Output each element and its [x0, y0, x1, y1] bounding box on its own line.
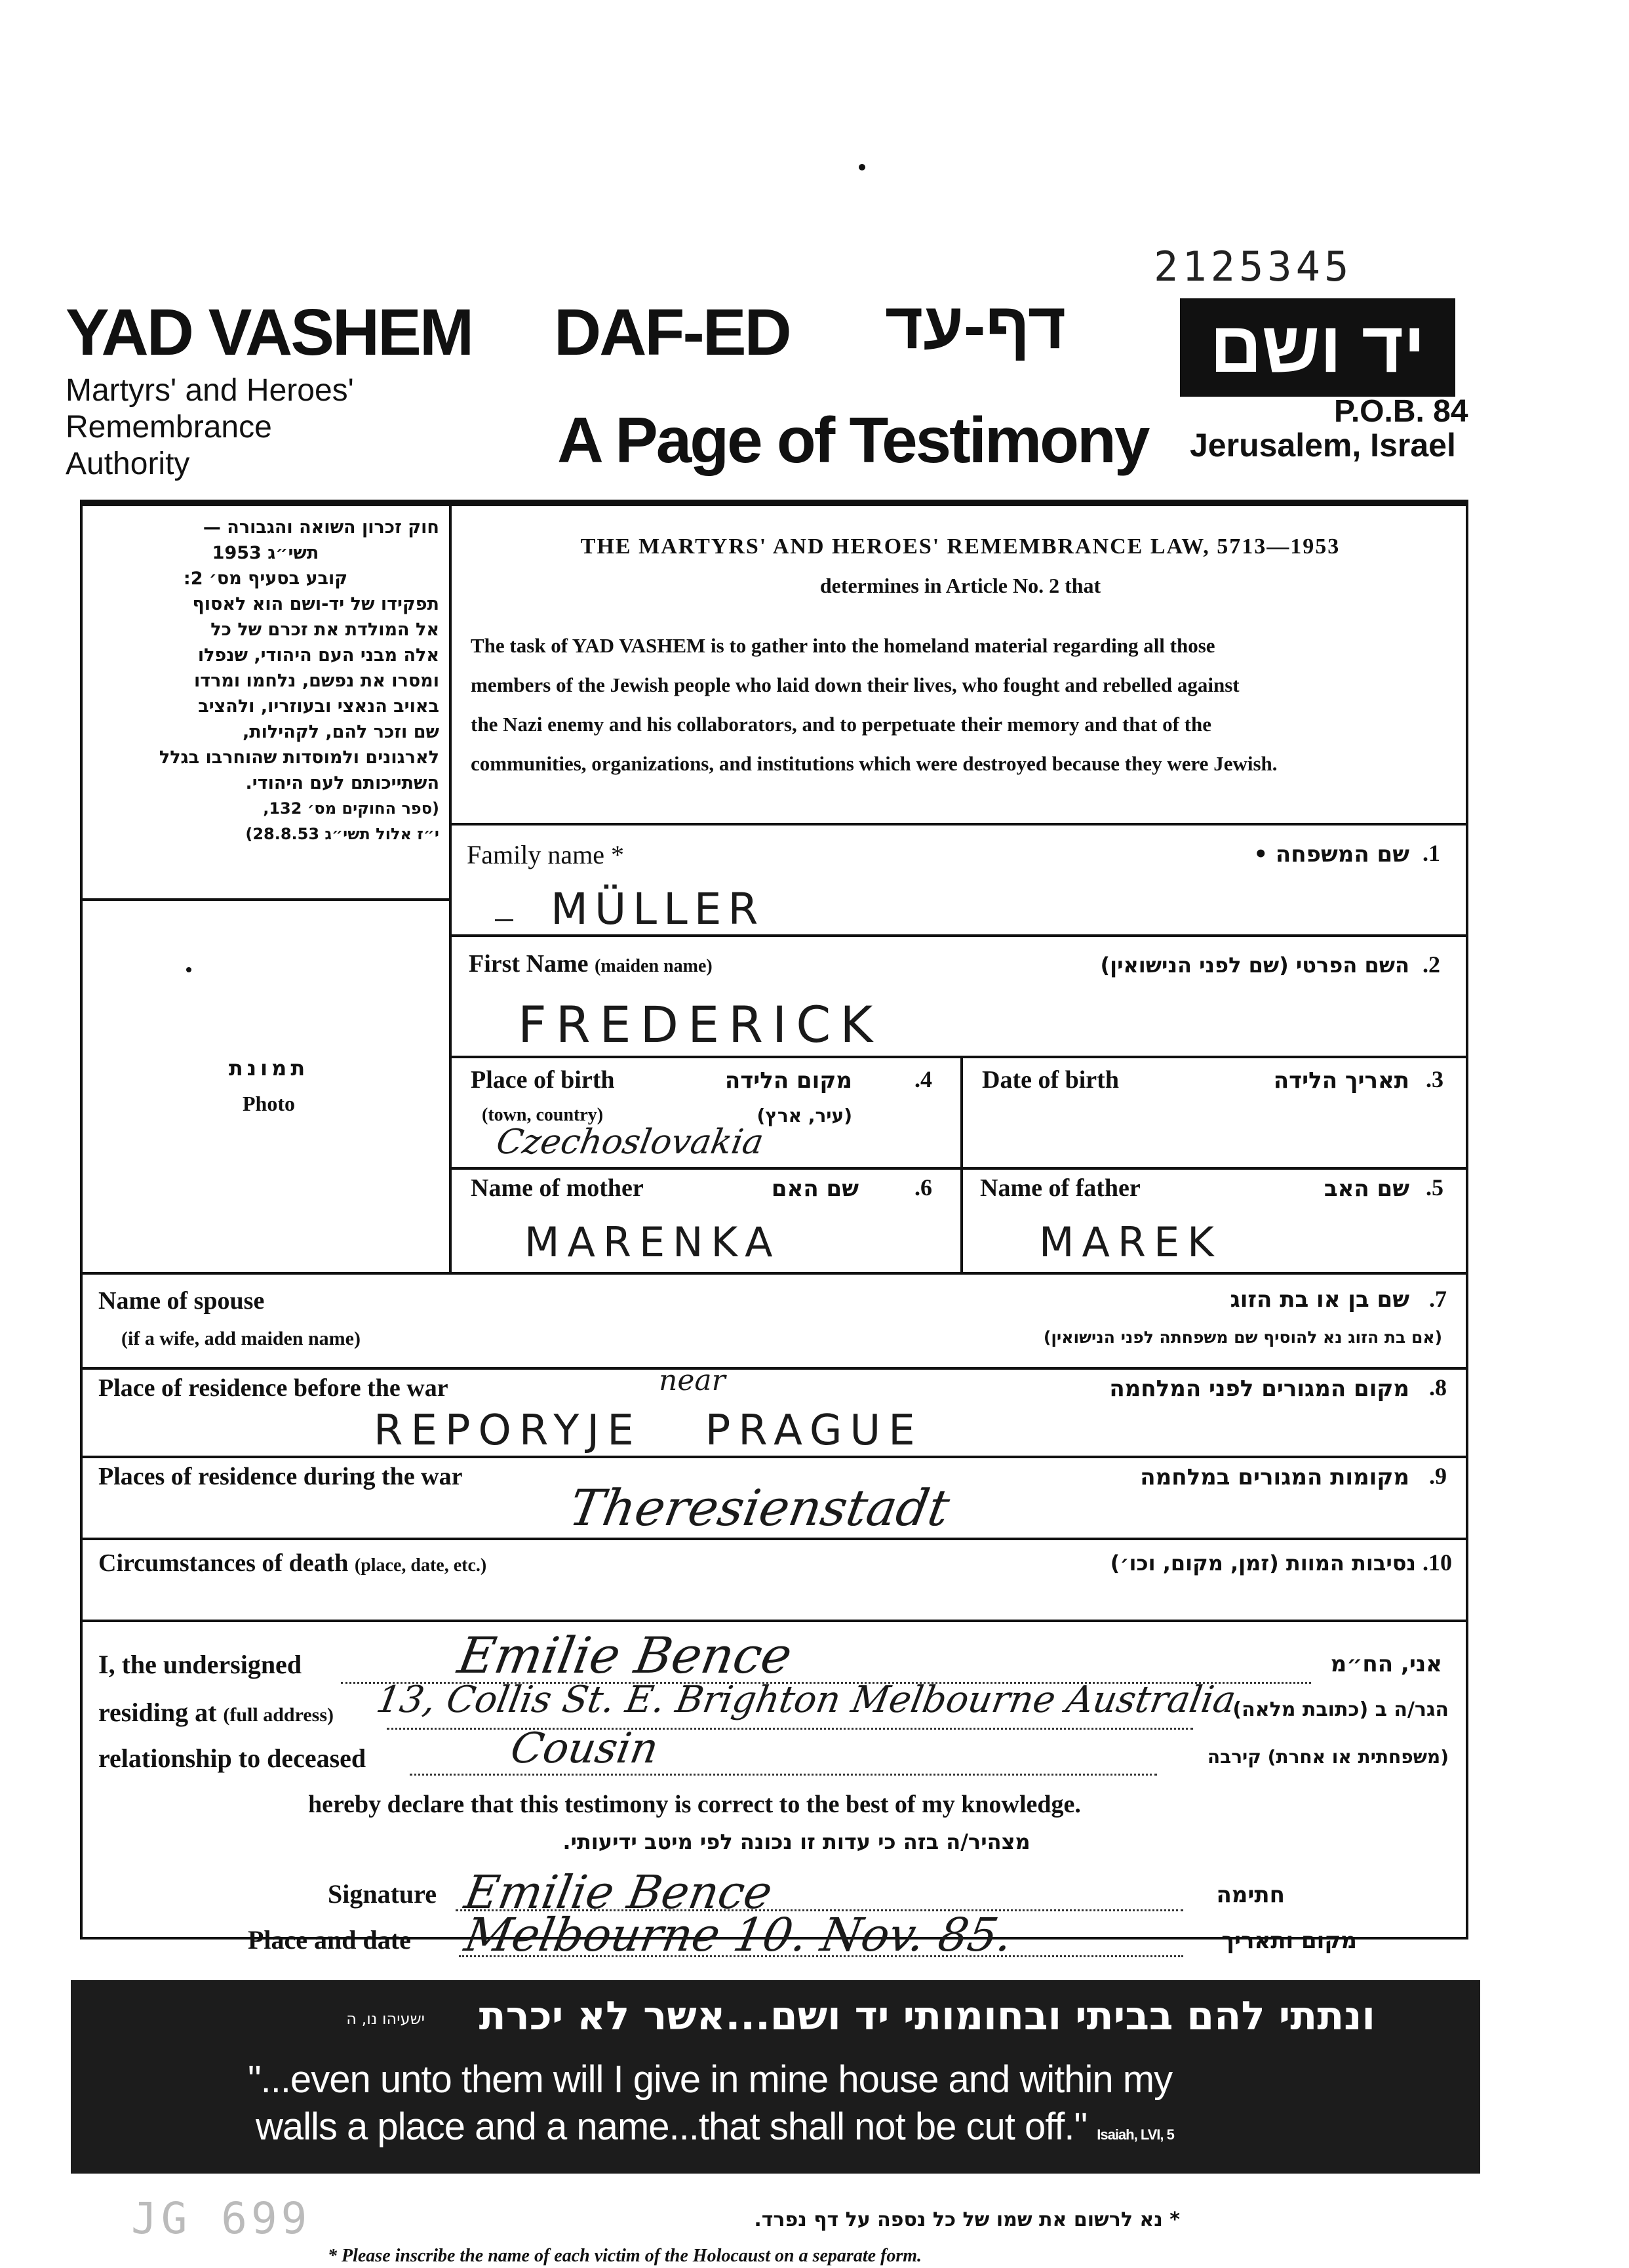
residence-during-label: Places of residence during the war: [98, 1463, 463, 1490]
law-hebrew-line-12: (ספר החוקים מס׳ 132,: [263, 799, 439, 818]
death-label: [98, 1549, 486, 1578]
banner-hebrew-ref: ישעיהו נו, ה: [346, 2010, 425, 2028]
banner-line-1: "...even unto them will I give in mine house and within my: [248, 2058, 1173, 2101]
residence-before-value: REPORYJE PRAGUE: [374, 1406, 923, 1455]
residence-during-value: Theresienstadt: [565, 1479, 954, 1537]
quote-banner: [71, 1980, 1480, 2174]
law-title: THE MARTYRS' AND HEROES' REMEMBRANCE LAW, 5713—1953: [580, 534, 1341, 559]
row-divider-3: [449, 1167, 1468, 1170]
family-name-hebrew: שם המשפחה •: [1253, 841, 1409, 867]
mother-hebrew: שם האם: [771, 1176, 859, 1202]
father-num: .5: [1426, 1174, 1443, 1201]
place-of-birth-hebrew: מקום הלידה: [724, 1067, 852, 1094]
pob: P.O.B. 84: [1334, 394, 1468, 429]
residing-label-sub: (full address): [223, 1704, 334, 1726]
residing-hebrew: הגר/ה ב (כתובת מלאה): [1232, 1698, 1449, 1721]
row-divider-6: [80, 1456, 1468, 1458]
photo-dot: [186, 967, 191, 972]
photo-label: Photo: [243, 1092, 295, 1115]
relationship-label: relationship to deceased: [98, 1743, 366, 1773]
spouse-hebrew: שם בן או בת הזוג: [1230, 1286, 1409, 1313]
law-hebrew-line-9: שם וזכר להם, לקהילות,: [242, 722, 439, 742]
law-hebrew-line-2: תשי״ג 1953: [212, 543, 319, 563]
law-subtitle: determines in Article No. 2 that: [819, 574, 1101, 597]
date-of-birth-hebrew: תאריך הלידה: [1273, 1067, 1409, 1094]
place-of-birth-hebrew-sub: (עיר, ארץ): [756, 1105, 852, 1126]
org-name: YAD VASHEM: [66, 296, 473, 369]
left-column-divider: [449, 504, 452, 1272]
death-num: .10: [1423, 1549, 1452, 1576]
archive-stamp: JG 699: [131, 2193, 311, 2244]
signature-value: Emilie Bence: [460, 1865, 777, 1919]
father-label: Name of father: [980, 1174, 1141, 1202]
speck: [859, 164, 865, 170]
residence-before-label: Place of residence before the war: [98, 1374, 448, 1402]
residence-before-annotation: near: [659, 1364, 726, 1397]
first-name-num: .2: [1423, 951, 1440, 978]
declare-text: hereby declare that this testimony is correct to the best of my knowledge.: [308, 1791, 1081, 1818]
place-of-birth-value: Czechoslovakia: [493, 1123, 767, 1162]
residing-line: [387, 1728, 1193, 1730]
law-body-line-2: members of the Jewish people who laid down their lives, who fought and rebelled against: [471, 673, 1240, 696]
daf-ed-title: DAF-ED: [554, 296, 790, 369]
residence-during-num: .9: [1429, 1463, 1447, 1489]
daf-ed-hebrew: דף-עד: [885, 289, 1067, 363]
undersigned-value: Emilie Bence: [454, 1626, 796, 1684]
death-hebrew: נסיבות המוות (זמן, מקום, וכו׳): [1110, 1551, 1416, 1576]
date-of-birth-num: .3: [1426, 1066, 1443, 1092]
place-of-birth-label: Place of birth: [471, 1066, 615, 1094]
father-value: MAREK: [1039, 1218, 1222, 1266]
mother-num: .6: [914, 1174, 932, 1201]
org-sub-line-3: Authority: [66, 447, 190, 481]
law-hebrew-line-4: תפקידו של יד-ושם הוא לאסוף: [192, 594, 439, 614]
residing-value: 13, Collis St. E. Brighton Melbourne Australia: [373, 1679, 1240, 1721]
banner-line-2-text: walls a place and a name...that shall not be cut off.": [256, 2105, 1088, 2148]
law-hebrew-line-13: י״ז אלול תשי״ג 28.8.53): [245, 825, 439, 843]
serial-number: 2125345: [1154, 243, 1353, 290]
date-of-birth-label: Date of birth: [982, 1066, 1119, 1094]
relationship-line: [410, 1774, 1157, 1776]
family-name-label: Family name *: [467, 840, 624, 869]
residing-label-text: residing at: [98, 1698, 217, 1727]
relationship-value: Cousin: [507, 1724, 662, 1773]
row-divider-5: [80, 1367, 1468, 1370]
law-body-line-4: communities, organizations, and institutions which were destroyed because they were Jewish.: [471, 752, 1278, 775]
spouse-hebrew-sub: (אם בת הזוג נא להוסיף שם משפחתה לפני הנישואין): [1043, 1328, 1442, 1347]
family-name-dash: [495, 919, 513, 921]
yad-vashem-logo: [1180, 298, 1455, 397]
row-divider-2: [449, 1056, 1468, 1058]
place-date-label: Place and date: [248, 1925, 411, 1955]
logo-hebrew-text: יד ושם: [1209, 307, 1426, 388]
org-sub-line-1: Martyrs' and Heroes': [66, 373, 354, 408]
father-hebrew: שם האב: [1324, 1176, 1409, 1202]
law-hebrew-line-3: קובע בסעיף מס׳ 2:: [183, 568, 348, 589]
death-label-text: Circumstances of death: [98, 1549, 349, 1577]
declare-hebrew: מצהיר/ה בזה כי עדות זו נכונה לפי מיטב ידיעותי.: [562, 1829, 1030, 1854]
banner-ref: Isaiah, LVI, 5: [1097, 2126, 1174, 2143]
family-name-value: MÜLLER: [551, 884, 765, 934]
signature-label: Signature: [328, 1879, 437, 1909]
footer-english-note: * Please inscribe the name of each victim of the Holocaust on a separate form.: [328, 2246, 922, 2266]
row-divider-4: [80, 1272, 1468, 1275]
banner-hebrew: ונתתי להם בביתי ובחומותי יד ושם...אשר לא יכרת: [479, 1993, 1375, 2039]
law-hebrew-line-6: אלה מבני העם היהודי, שנפלו: [197, 645, 439, 666]
footer-hebrew-note: * נא לרשום את שמו של כל נספה על דף נפרד.: [754, 2208, 1180, 2231]
law-hebrew-line-11: השתייכותם לעם היהודי.: [245, 773, 439, 793]
spouse-sub: (if a wife, add maiden name): [121, 1328, 361, 1349]
spouse-num: .7: [1429, 1286, 1447, 1312]
place-of-birth-sub: (town, country): [482, 1105, 604, 1125]
undersigned-hebrew: אני, הח״מ: [1330, 1651, 1442, 1677]
law-hebrew-block: [92, 515, 439, 847]
first-name-hebrew: השם הפרטי (שם לפני הנישואין): [1100, 953, 1409, 978]
residence-before-hebrew: מקום המגורים לפני המלחמה: [1109, 1376, 1409, 1402]
row-divider-7: [80, 1538, 1468, 1540]
row-divider-8: [80, 1620, 1468, 1622]
place-date-hebrew: מקום ותאריך: [1221, 1928, 1357, 1954]
place-of-birth-num: .4: [914, 1066, 932, 1092]
relationship-hebrew: (משפחתית או אחרת) קירבה: [1207, 1746, 1449, 1768]
law-hebrew-line-10: לארגונים ולמוסדות שהוחרבו בגלל: [159, 747, 439, 768]
birth-divider: [960, 1056, 963, 1272]
top-rule: [80, 500, 1468, 505]
mother-value: MARENKA: [524, 1218, 781, 1266]
undersigned-label: I, the undersigned: [98, 1650, 302, 1679]
banner-line-2: [256, 2105, 1174, 2149]
law-hebrew-divider: [80, 898, 449, 901]
mother-label: Name of mother: [471, 1174, 644, 1202]
place-date-value: Melbourne 10. Nov. 85.: [460, 1908, 1017, 1962]
org-sub-line-2: Remembrance: [66, 410, 272, 445]
family-name-num: .1: [1423, 840, 1440, 866]
residence-before-num: .8: [1429, 1374, 1447, 1401]
residence-during-hebrew: מקומות המגורים במלחמה: [1140, 1464, 1409, 1490]
page-title: A Page of Testimony: [557, 404, 1148, 476]
row-divider-1: [449, 934, 1468, 937]
first-name-label-text: First Name: [469, 950, 589, 978]
first-name-value: FREDERICK: [518, 995, 882, 1054]
photo-hebrew: תמונת: [228, 1056, 309, 1081]
org-subtitle: [66, 372, 354, 483]
law-body-line-1: The task of YAD VASHEM is to gather into the homeland material regarding all those: [471, 634, 1215, 657]
first-name-label-sub: (maiden name): [595, 956, 713, 976]
law-hebrew-line-5: אל המולדת את זכרם של כל: [210, 620, 439, 640]
law-divider: [449, 823, 1468, 826]
signature-hebrew: חתימה: [1216, 1882, 1285, 1908]
law-body-line-3: the Nazi enemy and his collaborators, and to perpetuate their memory and that of the: [471, 713, 1211, 736]
spouse-label: Name of spouse: [98, 1287, 265, 1315]
law-hebrew-line-7: ומסרו את נפשם, נלחמו ומרדו: [193, 671, 439, 691]
death-label-sub: (place, date, etc.): [354, 1555, 487, 1576]
law-body: [471, 626, 1454, 784]
residing-label: [98, 1697, 334, 1728]
first-name-label: [469, 949, 713, 978]
law-hebrew-line-8: באויב הנאצי ובעוזריו, ולהציב: [198, 696, 439, 717]
law-hebrew-line-1: חוק זכרון השואה והגבורה —: [203, 517, 439, 538]
city: Jerusalem, Israel: [1190, 427, 1456, 464]
